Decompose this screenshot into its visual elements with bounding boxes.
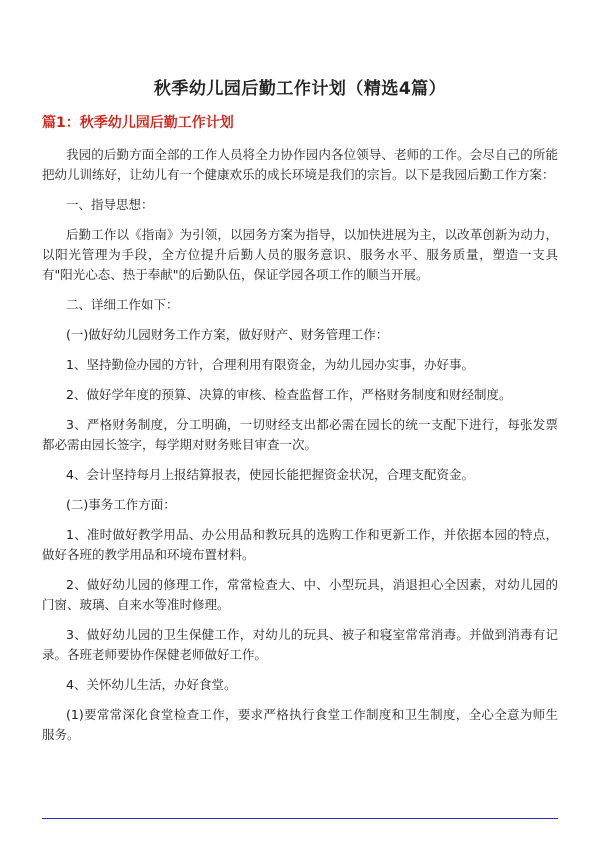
subheading-affairs-work: (二)事务工作方面： (66, 497, 176, 512)
section-heading: 篇1：秋季幼儿园后勤工作计划 (42, 115, 234, 131)
affairs-item-4: 4、关怀幼儿生活，办好食堂。 (66, 677, 237, 692)
heading-detailed-work: 二、详细工作如下： (66, 297, 179, 312)
finance-item-2: 2、做好学年度的预算、决算的审核、检查监督工作，严格财务制度和财经制度。 (66, 387, 512, 402)
heading-guiding-ideology: 一、指导思想： (66, 197, 154, 212)
affairs-item-2: 2、做好幼儿园的修理工作，常常检查大、中、小型玩具，消退担心全因素，对幼儿园的门窗、玻璃、自来水等准时修理。 (42, 577, 558, 612)
footer-divider (42, 818, 558, 819)
document-body (42, 145, 558, 745)
finance-item-1: 1、坚持勤俭办园的方针，合理利用有限资金，为幼儿园办实事，办好事。 (66, 357, 474, 372)
document-title: 秋季幼儿园后勤工作计划（精选4篇） (153, 79, 447, 99)
guiding-ideology-paragraph: 后勤工作以《指南》为引领，以园务方案为指导，以加快进展为主，以改革创新为动力，以阳光管理为手段，全方位提升后勤人员的服务意识、服务水平、服务质量，塑造一支具有"阳光心态、热于奉献"的后勤队伍，保证学园各项工作的顺当开展。 (42, 227, 558, 282)
subheading-finance-work: (一)做好幼儿园财务工作方案，做好财产、财务管理工作： (66, 327, 389, 342)
finance-item-3: 3、严格财务制度，分工明确，一切财经支出都必需在园长的统一支配下进行，每张发票都必需由园长签字，每学期对财务账目审查一次。 (42, 417, 558, 452)
canteen-item-1: (1)要常常深化食堂检查工作，要求严格执行食堂工作制度和卫生制度，全心全意为师生服务。 (42, 707, 558, 742)
affairs-item-3: 3、做好幼儿园的卫生保健工作，对幼儿的玩具、被子和寝室常常消毒。并做到消毒有记录。各班老师要协作保健老师做好工作。 (42, 627, 558, 662)
affairs-item-1: 1、准时做好教学用品、办公用品和教玩具的选购工作和更新工作，并依据本园的特点，做好各班的教学用品和环境布置材料。 (42, 527, 558, 562)
intro-paragraph: 我园的后勤方面全部的工作人员将全力协作园内各位领导、老师的工作。会尽自己的所能把幼儿训练好，让幼儿有一个健康欢乐的成长环境是我们的宗旨。以下是我园后勤工作方案： (42, 147, 558, 182)
finance-item-4: 4、会计坚持每月上报结算报表，使园长能把握资金状况，合理支配资金。 (66, 467, 474, 482)
